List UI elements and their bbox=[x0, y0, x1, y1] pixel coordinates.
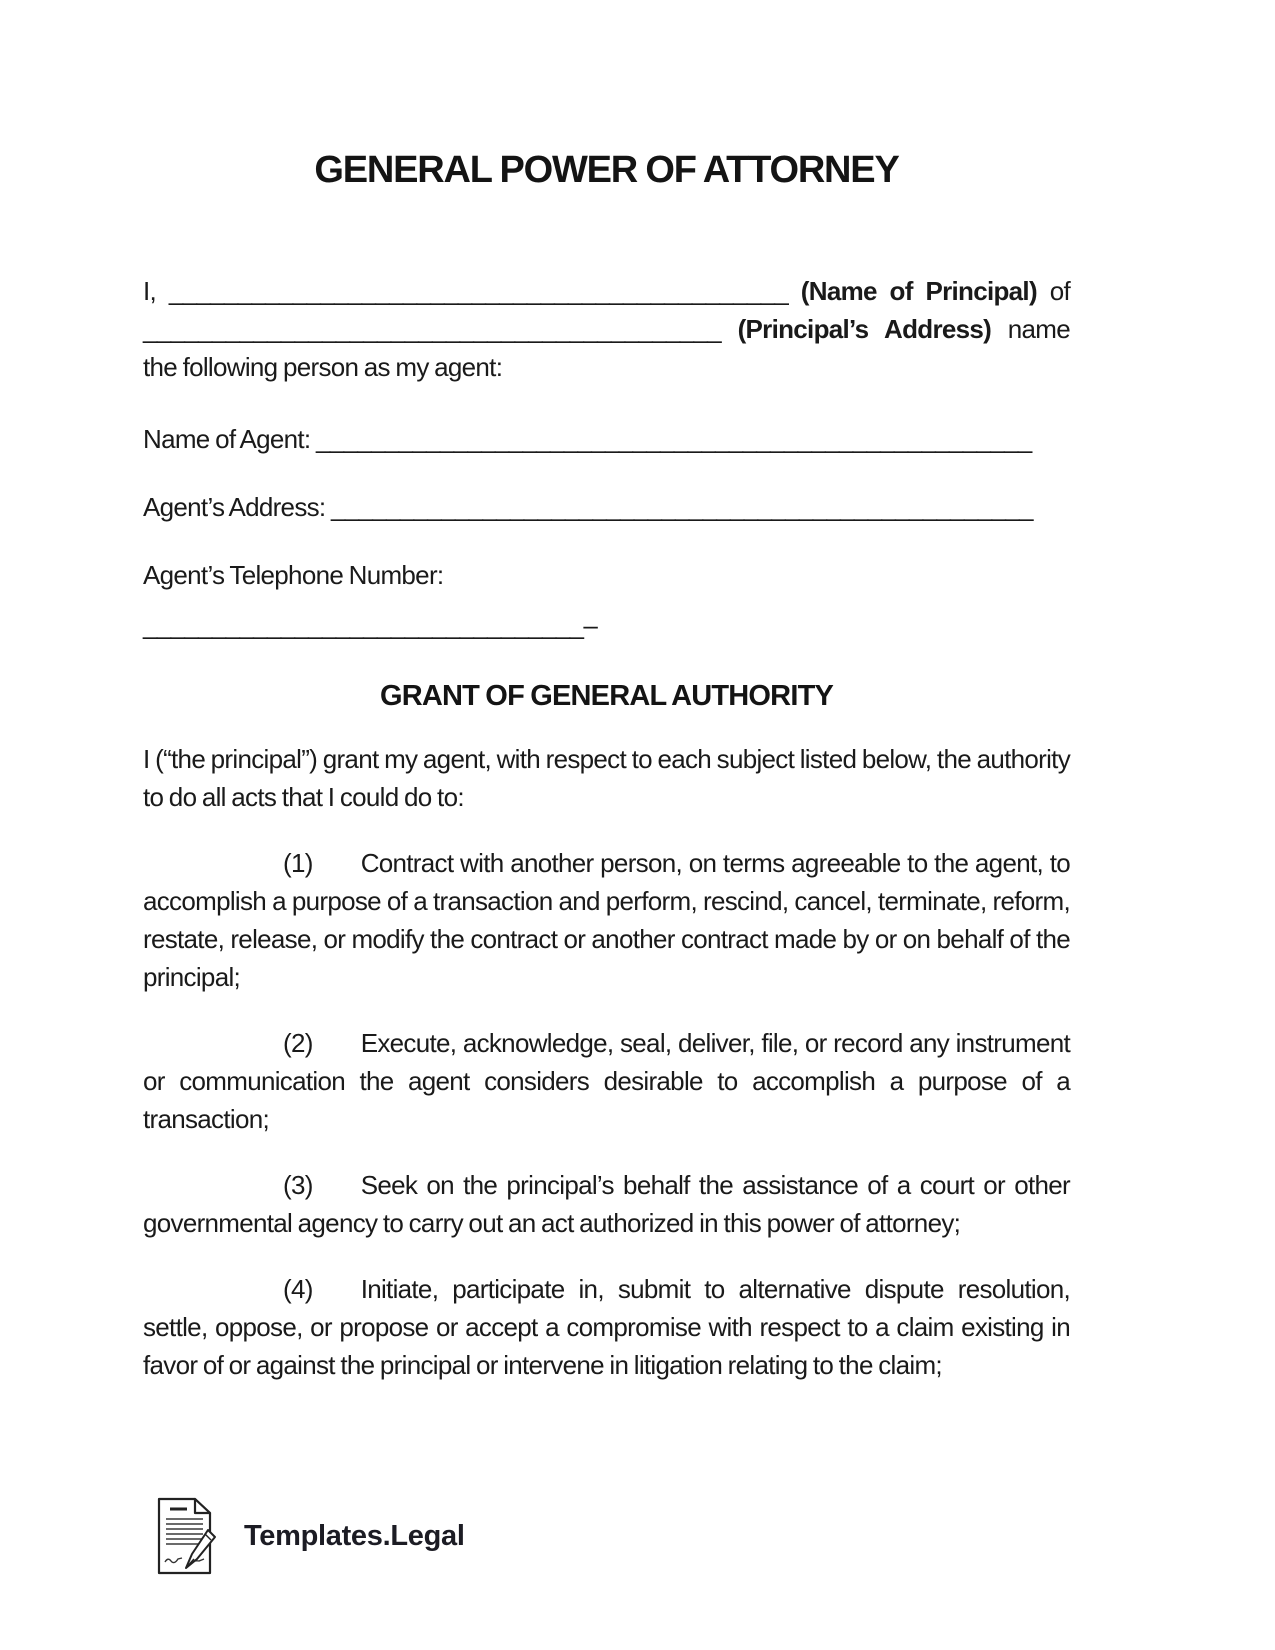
item-text: Execute, acknowledge, seal, deliver, file, or record any instrument or communication the agent considers desirable to accomplish a purpose of a transaction; bbox=[143, 1028, 1070, 1134]
agent-phone-label: Agent’s Telephone Number: bbox=[143, 560, 444, 590]
agent-address-field bbox=[143, 488, 1070, 526]
agent-address-label: Agent’s Address: bbox=[143, 492, 326, 522]
item-number: (2) bbox=[283, 1028, 313, 1058]
intro-prefix: I, bbox=[143, 276, 157, 306]
agent-name-field bbox=[143, 420, 1070, 458]
document-title: GENERAL POWER OF ATTORNEY bbox=[314, 149, 899, 191]
brand-name: Templates.Legal bbox=[244, 1520, 465, 1552]
grant-intro-paragraph: I (“the principal”) grant my agent, with respect to each subject listed below, the authority to do all acts that I could do to: bbox=[143, 744, 1070, 812]
principal-name-blank: _____________________________________________ bbox=[168, 276, 789, 306]
agent-address-blank: ___________________________________________________ bbox=[330, 492, 1033, 522]
grant-item-4 bbox=[143, 1270, 1070, 1384]
grant-item-1 bbox=[143, 844, 1070, 996]
document-pen-icon bbox=[150, 1492, 228, 1580]
grant-item-2 bbox=[143, 1024, 1070, 1138]
agent-name-blank: ____________________________________________________ bbox=[315, 424, 1032, 454]
item-text: Seek on the principal’s behalf the assistance of a court or other governmental agency to carry out an act authorized in this power of attorney; bbox=[143, 1170, 1070, 1238]
agent-phone-blank: ________________________________– bbox=[143, 610, 598, 640]
item-number: (1) bbox=[283, 848, 313, 878]
intro-suffix: name the following person as my agent: bbox=[143, 314, 1071, 382]
principal-address-label: (Principal’s Address) bbox=[737, 314, 992, 344]
section-heading: GRANT OF GENERAL AUTHORITY bbox=[379, 680, 834, 712]
agent-name-label: Name of Agent: bbox=[143, 424, 311, 454]
item-text: Initiate, participate in, submit to alternative dispute resolution, settle, oppose, or propose or accept a compromise with respect to a claim existing in favor of or against the principal or intervene in litigation relating to the claim; bbox=[143, 1274, 1070, 1380]
item-number: (4) bbox=[283, 1274, 313, 1304]
intro-conjunction: of bbox=[1049, 276, 1070, 306]
item-text: Contract with another person, on terms agreeable to the agent, to accomplish a purpose of a transaction and perform, rescind, cancel, terminate, reform, restate, release, or modify the contract or another contract made by or on behalf of the principal; bbox=[143, 848, 1070, 992]
principal-address-blank: __________________________________________ bbox=[143, 314, 721, 344]
footer-brand-lockup bbox=[150, 1492, 465, 1580]
item-number: (3) bbox=[283, 1170, 313, 1200]
grant-item-3 bbox=[143, 1166, 1070, 1242]
principal-name-label: (Name of Principal) bbox=[800, 276, 1037, 306]
intro-paragraph bbox=[143, 272, 1070, 386]
agent-phone-field bbox=[143, 556, 1070, 644]
